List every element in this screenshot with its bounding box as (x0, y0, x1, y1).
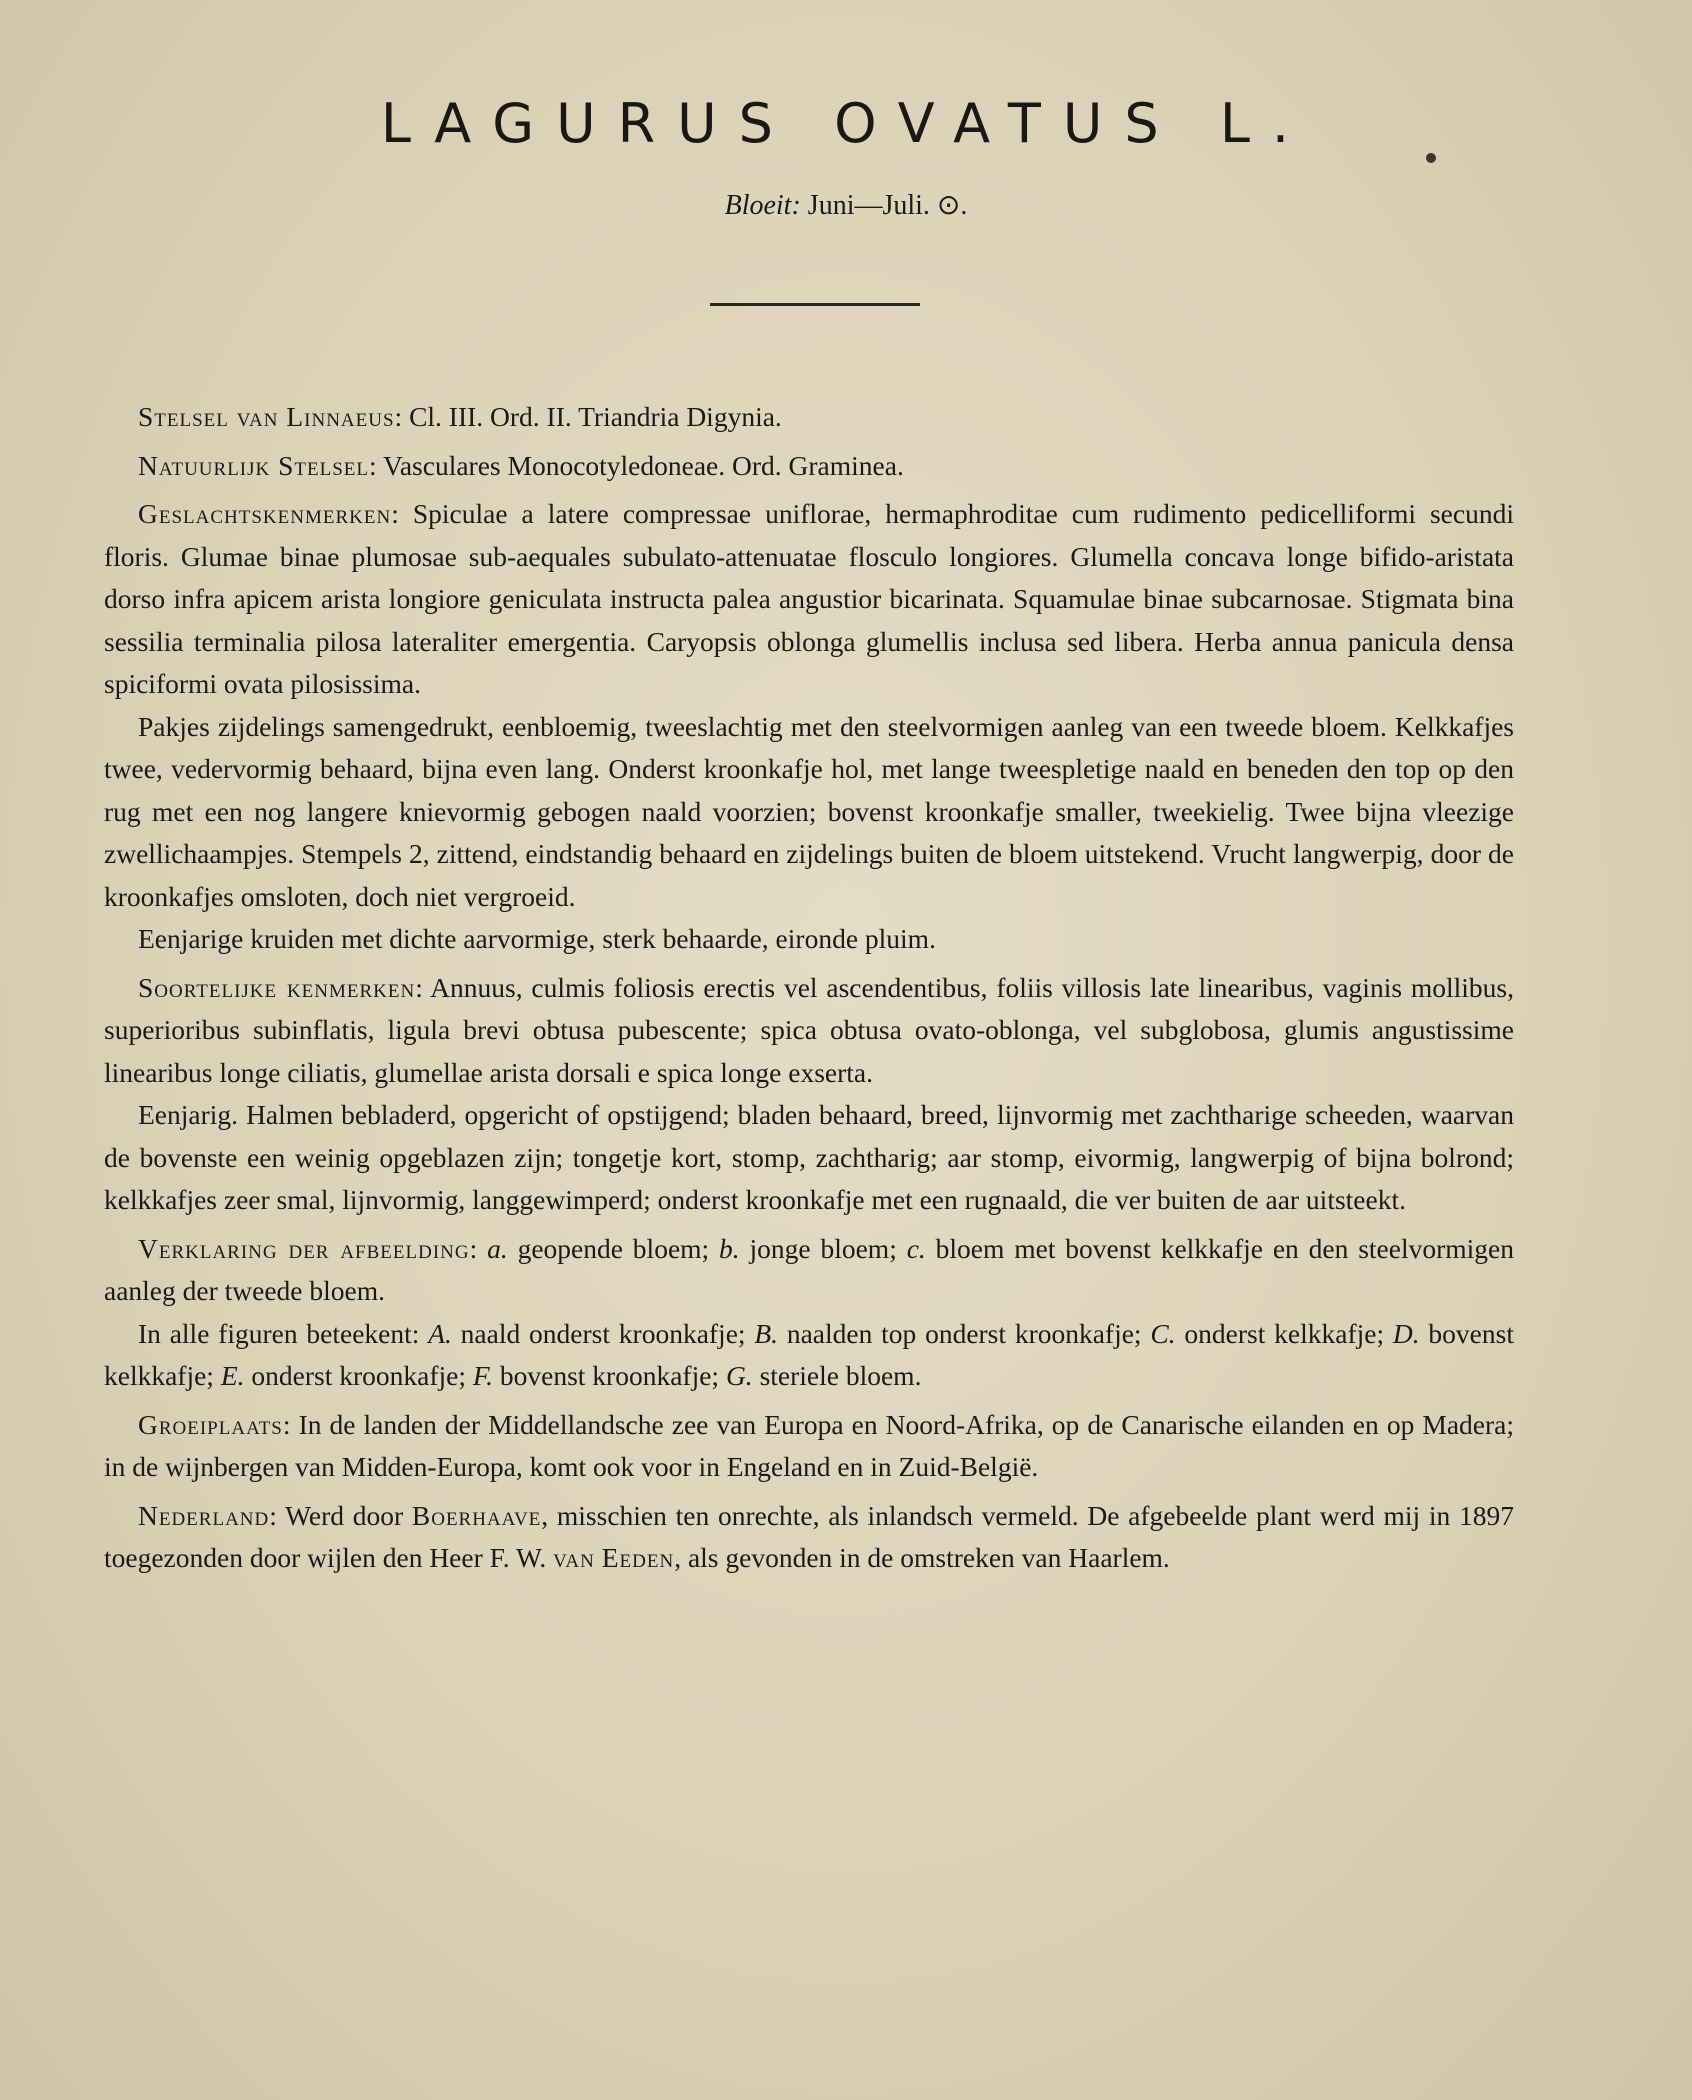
bloom-label: Bloeit: (724, 190, 801, 221)
figure-key-text: steriele bloem. (752, 1360, 922, 1391)
figure-key: D. (1392, 1317, 1420, 1349)
figure-key-text: naald onderst kroonkafje; (451, 1317, 755, 1349)
section-groeiplaats (104, 1404, 1514, 1489)
section-verklaring (104, 1228, 1514, 1313)
figure-key: F. (472, 1360, 493, 1391)
page-title: LAGURUS OVATUS L. (380, 92, 1312, 155)
figure-key: E. (220, 1360, 245, 1391)
section-nederland (104, 1495, 1514, 1580)
person-name-prefix: van (553, 1542, 595, 1573)
label-separator: : (391, 498, 399, 529)
figure-key-text: bloem met bovenst kelkkafje en den steelvormigen aanleg der tweede bloem. (104, 1232, 1515, 1306)
figure-key-text: bovenst kroonkafje; (493, 1360, 726, 1391)
figure-key-text: onderst kroonkafje; (244, 1360, 473, 1391)
section-label: Geslachtskenmerken (138, 498, 392, 529)
figure-key-text: naalden top onderst kroonkafje; (778, 1317, 1151, 1349)
section-text: , misschien ten onrechte, als inlandsch vermeld. De afgebeelde plant werd mij in 1897 toegezonden door wijlen den Heer F. W. (104, 1499, 1514, 1573)
figure-key: A. (428, 1317, 452, 1349)
section-text: Spiculae a latere compressae uniflorae, hermaphroditae cum rudimento pedicelliformi secundi floris. Glumae binae plumosae sub-aequales subulato-attenuatae flosculo longiores. Glumella concava longe bifido-aristata dorso infra apicem arista longiore geniculata instructa palea angustior bicarinata. Squamulae binae subcarnosae. Stigmata bina sessilia terminalia pilosa lateraliter emergentia. Caryopsis oblonga glumellis inclusa sed libera. Herba annua panicula densa spiciformi ovata pilosissima. (104, 498, 1514, 699)
figure-key-text: onderst kelkkafje; (1175, 1317, 1393, 1349)
person-name: Eeden (601, 1542, 675, 1573)
section-text: In de landen der Middellandsche zee van Europa en Noord-Afrika, op de Canarische eilanden en op Madera; in de wijnbergen van Midden-Europa, komt ook voor in Engeland en in Zuid-België. (104, 1408, 1514, 1482)
soort-dutch-paragraph: Eenjarig. Halmen bebladerd, opgericht of opstijgend; bladen behaard, breed, lijnvormig met zachtharige scheeden, waarvan de bovenste een weinig opgeblazen zijn; tongetje kort, stomp, zachtharig; aar stomp, eivormig, langwerpig of bijna bolrond; kelkkafjes zeer smal, lijnvormig, langgewimperd; onderst kroonkafje met een rugnaald, die ver buiten de aar uitsteekt. (104, 1099, 1514, 1215)
label-separator: : (369, 449, 377, 481)
section-label: Soortelijke kenmerken (138, 971, 416, 1003)
figure-key: B. (754, 1317, 779, 1349)
section-linnaeus (104, 396, 1514, 439)
figure-legend-intro: In alle figuren beteekent: (138, 1317, 429, 1349)
section-text: Cl. III. Ord. II. Triandria Digynia. (402, 401, 782, 432)
geslacht-dutch-paragraph: Pakjes zijdelings samengedrukt, eenbloemig, tweeslachtig met den steelvormigen aanleg van een tweede bloem. Kelkkafjes twee, vedervormig behaard, bijna even lang. Onderst kroonkafje hol, met lange tweespletige naald en beneden den top op den rug met een nog langere knievormig gebogen naald voorzien; bovenst kroonkafje smaller, tweekielig. Twee bijna vleezige zwellichaampjes. Stempels 2, zittend, eindstandig behaard en zijdelings buiten de bloem uitstekend. Vrucht langwerpig, door de kroonkafjes omsloten, doch niet vergroeid. (104, 710, 1514, 912)
figure-legend (104, 1313, 1514, 1398)
section-text: Vasculares Monocotyledoneae. Ord. Graminea. (376, 449, 904, 481)
figure-key: G. (725, 1360, 753, 1391)
section-soort (104, 967, 1514, 1095)
figure-key-text: jonge bloem; (739, 1232, 907, 1264)
section-label: Natuurlijk Stelsel (138, 449, 370, 481)
figure-key-text: bovenst kelkkafje; (104, 1317, 1514, 1391)
person-name: Boerhaave (411, 1499, 542, 1531)
section-label: Groeiplaats (138, 1408, 283, 1440)
label-separator: : (269, 1499, 277, 1531)
description-body (104, 396, 1514, 1580)
figure-key-text: geopende bloem; (507, 1232, 720, 1264)
section-label: Verklaring der afbeelding (138, 1232, 470, 1264)
section-text: Annuus, culmis foliosis erectis vel ascendentibus, foliis villosis late linearibus, vaginis mollibus, superioribus subinflatis, ligula brevi obtusa pubescente; spica obtusa ovato-oblonga, vel subglobosa, glumis angustissime linearibus longe ciliatis, glumellae arista dorsali e spica longe exserta. (104, 971, 1514, 1088)
figure-key: C. (1150, 1317, 1176, 1349)
bloom-period (0, 188, 1692, 222)
figure-key: a. (487, 1232, 508, 1264)
label-separator: : (469, 1232, 478, 1264)
section-text: , als gevonden in de omstreken van Haarlem. (674, 1542, 1170, 1573)
section-label: Stelsel van Linnaeus (138, 401, 395, 432)
title-divider (710, 303, 920, 306)
bloom-value: Juni—Juli. ⊙. (807, 190, 968, 221)
label-separator: : (282, 1408, 291, 1440)
figure-key: c. (906, 1232, 926, 1264)
section-text: Werd door (276, 1499, 412, 1531)
section-geslacht (104, 493, 1514, 706)
section-label: Nederland (138, 1499, 270, 1531)
figure-key: b. (719, 1232, 740, 1264)
geslacht-dutch-summary: Eenjarige kruiden met dichte aarvormige, sterk behaarde, eironde pluim. (138, 923, 936, 954)
section-natuurlijk (104, 445, 1514, 488)
label-separator: : (394, 401, 403, 432)
label-separator: : (415, 971, 423, 1003)
